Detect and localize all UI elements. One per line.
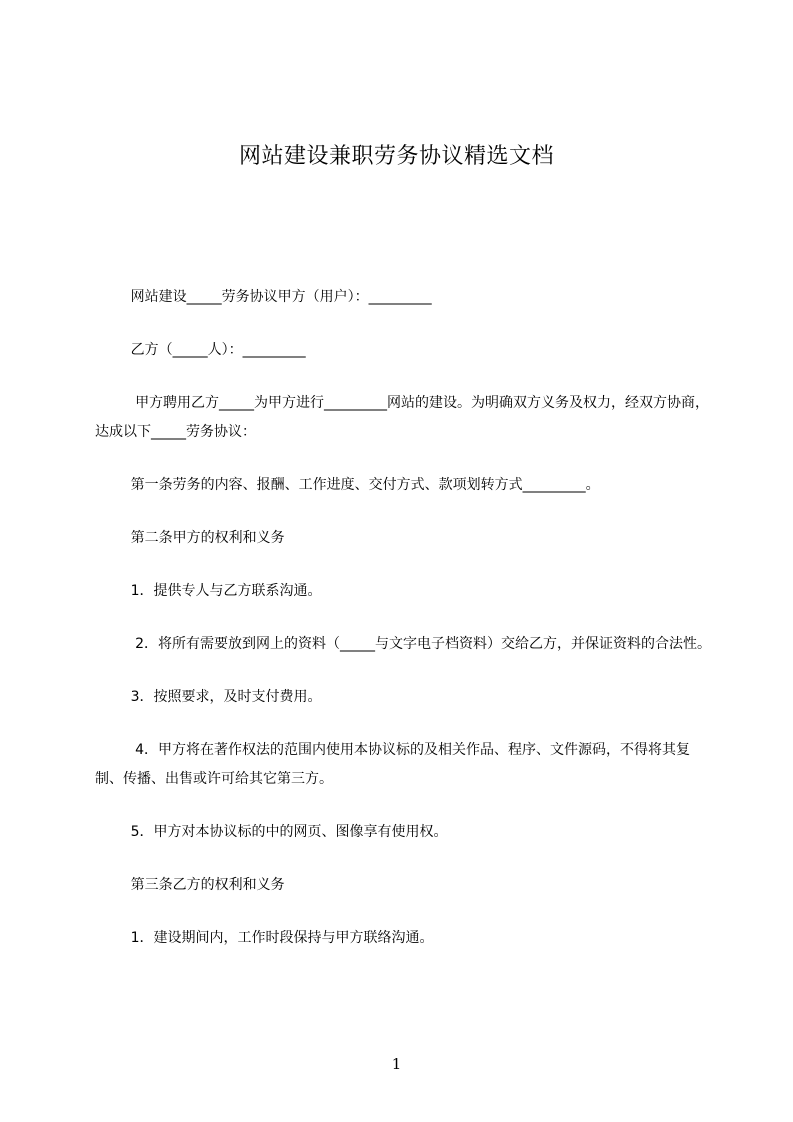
document-body (95, 283, 711, 977)
paragraph-article-2-item-3: 3．按照要求，及时支付费用。 (95, 689, 322, 705)
paragraph-article-3-heading: 第三条乙方的权利和义务 (95, 877, 285, 893)
paragraph-header-party-a: 网站建设_____劳务协议甲方（用户）：_________ (95, 289, 432, 305)
paragraph-article-2-heading: 第二条甲方的权利和义务 (95, 530, 285, 546)
paragraph-article-2-item-2: 2．将所有需要放到网上的资料（_____与文字电子档资料）交给乙方，并保证资料的合法性。 (95, 636, 711, 652)
paragraph-article-1: 第一条劳务的内容、报酬、工作进度、交付方式、款项划转方式_________。 (95, 477, 600, 493)
paragraph-article-2-item-4: 4．甲方将在著作权法的范围内使用本协议标的及相关作品、程序、文件源码，不得将其复制、传播、出售或许可给其它第三方。 (95, 742, 690, 787)
paragraph-party-b: 乙方（_____人）：_________ (95, 342, 306, 358)
paragraph-article-3-item-1: 1．建设期间内，工作时段保持与甲方联络沟通。 (95, 930, 434, 946)
document-title: 网站建设兼职劳务协议精选文档 (238, 144, 554, 169)
paragraph-article-2-item-1: 1．提供专人与乙方联系沟通。 (95, 583, 322, 599)
paragraph-article-2-item-5: 5．甲方对本协议标的中的网页、图像享有使用权。 (95, 824, 448, 840)
page-number: 1 (391, 1055, 402, 1073)
paragraph-intro: 甲方聘用乙方_____为甲方进行_________网站的建设。为明确双方义务及权力，经双方协商，达成以下_____劳务协议： (95, 395, 710, 440)
